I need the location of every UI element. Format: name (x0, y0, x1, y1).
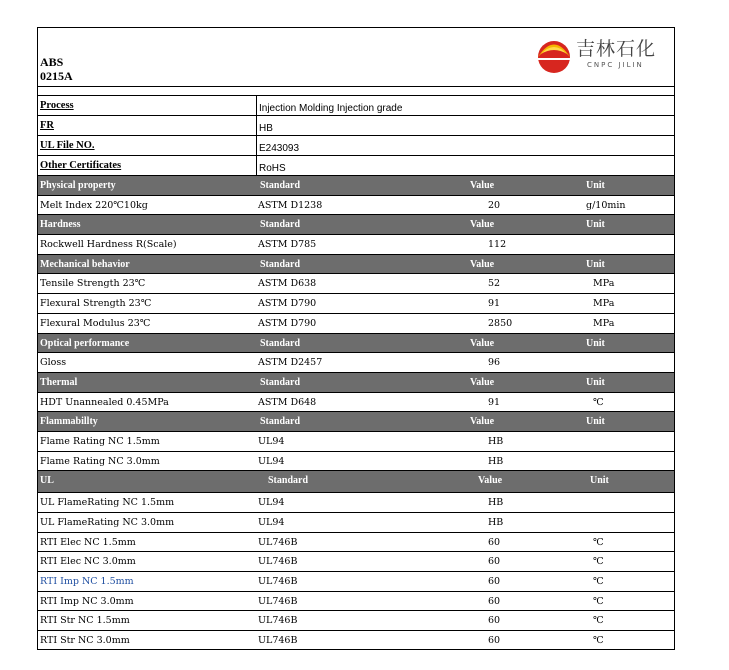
datasheet-header (38, 28, 674, 87)
property-value: 112 (488, 239, 507, 251)
table-row (38, 610, 674, 630)
property-value: 52 (488, 278, 501, 290)
property-name: RTI Str NC 3.0mm (40, 635, 130, 647)
property-value: 60 (488, 595, 501, 607)
standard-header: Standard (260, 376, 301, 388)
property-name: RTI Elec NC 1.5mm (40, 536, 136, 548)
property-unit: ℃ (593, 576, 604, 588)
property-name: Flexural Modulus 23℃ (40, 317, 151, 329)
info-row (38, 115, 674, 135)
table-row (38, 234, 674, 254)
property-value: 60 (488, 615, 501, 627)
property-name: RTI Imp NC 1.5mm (40, 576, 134, 588)
property-name: Flame Rating NC 3.0mm (40, 455, 160, 467)
property-name: Rockwell Hardness R(Scale) (40, 239, 177, 251)
table-row (38, 273, 674, 293)
table-row (38, 591, 674, 611)
unit-header: Unit (586, 180, 605, 191)
unit-header: Unit (590, 475, 609, 487)
standard-header: Standard (260, 337, 301, 349)
property-unit: ℃ (593, 595, 604, 607)
value-header: Value (470, 337, 495, 349)
property-value: 60 (488, 635, 501, 647)
property-name: Flame Rating NC 1.5mm (40, 435, 160, 447)
table-row (38, 451, 674, 471)
section-title: Hardness (40, 219, 81, 231)
table-row (38, 630, 674, 650)
section-header-row (38, 333, 674, 353)
table-row (38, 532, 674, 552)
property-standard: UL746B (258, 576, 298, 588)
unit-header: Unit (586, 337, 605, 349)
property-unit: ℃ (593, 615, 604, 627)
info-row (38, 95, 674, 115)
info-label: Process (40, 100, 74, 111)
property-value: 91 (488, 298, 501, 310)
property-table (38, 95, 674, 650)
datasheet (37, 27, 675, 650)
unit-header: Unit (586, 376, 605, 388)
property-standard: UL94 (258, 517, 285, 528)
info-value: HB (259, 123, 273, 134)
property-unit: ℃ (593, 556, 604, 568)
info-value-cell (256, 156, 286, 175)
property-standard: UL94 (258, 435, 285, 447)
property-standard: UL746B (258, 536, 298, 548)
info-value: E243093 (259, 143, 300, 154)
section-header-row (38, 372, 674, 392)
property-unit: g/10min (586, 199, 626, 211)
table-row (38, 392, 674, 412)
property-name: Melt Index 220℃10kg (40, 199, 148, 211)
section-title: Flammabillty (40, 416, 98, 428)
property-value: 20 (488, 199, 501, 211)
table-row (38, 293, 674, 313)
info-label: UL File NO. (40, 140, 95, 151)
info-value-cell (256, 96, 402, 115)
property-standard: UL746B (258, 615, 298, 627)
property-value: 60 (488, 576, 501, 588)
property-standard: ASTM D790 (258, 298, 317, 310)
section-header-row (38, 214, 674, 234)
property-standard: UL94 (258, 455, 285, 467)
company-logo (535, 38, 670, 74)
property-standard: ASTM D638 (258, 278, 317, 290)
table-row (38, 313, 674, 333)
value-header: Value (470, 219, 495, 231)
property-name: UL FlameRating NC 3.0mm (40, 517, 175, 528)
property-standard: ASTM D648 (258, 396, 317, 408)
unit-header: Unit (586, 258, 605, 270)
property-name: Flexural Strength 23℃ (40, 298, 152, 310)
info-row (38, 135, 674, 155)
section-title: Mechanical behavior (40, 258, 130, 270)
standard-header: Standard (260, 219, 301, 231)
property-unit: ℃ (593, 635, 604, 647)
property-name: RTI Str NC 1.5mm (40, 615, 130, 627)
property-value: HB (488, 497, 504, 509)
property-name: Gloss (40, 357, 67, 369)
standard-header: Standard (260, 258, 301, 270)
property-standard: UL746B (258, 556, 298, 568)
info-value-cell (256, 116, 273, 135)
property-standard: UL746B (258, 635, 298, 647)
info-label: FR (40, 120, 54, 131)
table-row (38, 492, 674, 512)
info-label: Other Certificates (40, 160, 122, 171)
table-row (38, 195, 674, 215)
value-header: Value (478, 475, 503, 487)
info-value: RoHS (259, 163, 286, 174)
unit-header: Unit (586, 219, 605, 231)
flame-logo-icon (535, 38, 573, 74)
property-value: 2850 (488, 317, 513, 329)
property-value: HB (488, 455, 504, 467)
table-row (38, 551, 674, 571)
section-header-row (38, 411, 674, 431)
grade-name: 0215A (40, 69, 73, 83)
property-value: HB (488, 435, 504, 447)
table-row (38, 431, 674, 451)
property-unit: MPa (593, 278, 615, 290)
property-value: 60 (488, 536, 501, 548)
property-standard: ASTM D785 (258, 239, 317, 251)
property-standard: UL94 (258, 497, 285, 509)
property-value: 96 (488, 357, 501, 369)
section-title: Optical performance (40, 337, 130, 349)
info-value: Injection Molding Injection grade (259, 103, 403, 114)
table-row (38, 571, 674, 591)
property-value: HB (488, 517, 504, 528)
property-standard: ASTM D790 (258, 317, 317, 329)
logo-text-cn: 吉林石化 (576, 38, 657, 60)
section-header-row (38, 175, 674, 195)
property-value: 91 (488, 396, 501, 408)
section-title: UL (40, 475, 54, 487)
standard-header: Standard (260, 180, 301, 191)
standard-header: Standard (260, 416, 301, 428)
property-name: UL FlameRating NC 1.5mm (40, 497, 175, 509)
property-standard: UL746B (258, 595, 298, 607)
value-header: Value (470, 376, 495, 388)
value-header: Value (470, 258, 495, 270)
value-header: Value (470, 180, 495, 191)
property-value: 60 (488, 556, 501, 568)
property-name: HDT Unannealed 0.45MPa (40, 396, 169, 408)
section-header-row (38, 470, 674, 492)
unit-header: Unit (586, 416, 605, 428)
info-row (38, 155, 674, 175)
property-unit: ℃ (593, 536, 604, 548)
logo-text-en: CNPC JILIN (587, 61, 644, 69)
property-unit: MPa (593, 317, 615, 329)
property-name: RTI Imp NC 3.0mm (40, 595, 134, 607)
property-standard: ASTM D1238 (258, 199, 323, 211)
table-row (38, 352, 674, 372)
property-name: RTI Elec NC 3.0mm (40, 556, 136, 568)
value-header: Value (470, 416, 495, 428)
property-unit: ℃ (593, 396, 604, 408)
material-name: ABS (40, 55, 64, 69)
section-title: Physical property (40, 180, 116, 191)
section-header-row (38, 254, 674, 274)
property-name: Tensile Strength 23℃ (40, 278, 146, 290)
property-unit: MPa (593, 298, 615, 310)
info-value-cell (256, 136, 299, 155)
property-standard: ASTM D2457 (258, 357, 323, 369)
table-row (38, 512, 674, 532)
standard-header: Standard (268, 475, 309, 487)
section-title: Thermal (40, 376, 78, 388)
